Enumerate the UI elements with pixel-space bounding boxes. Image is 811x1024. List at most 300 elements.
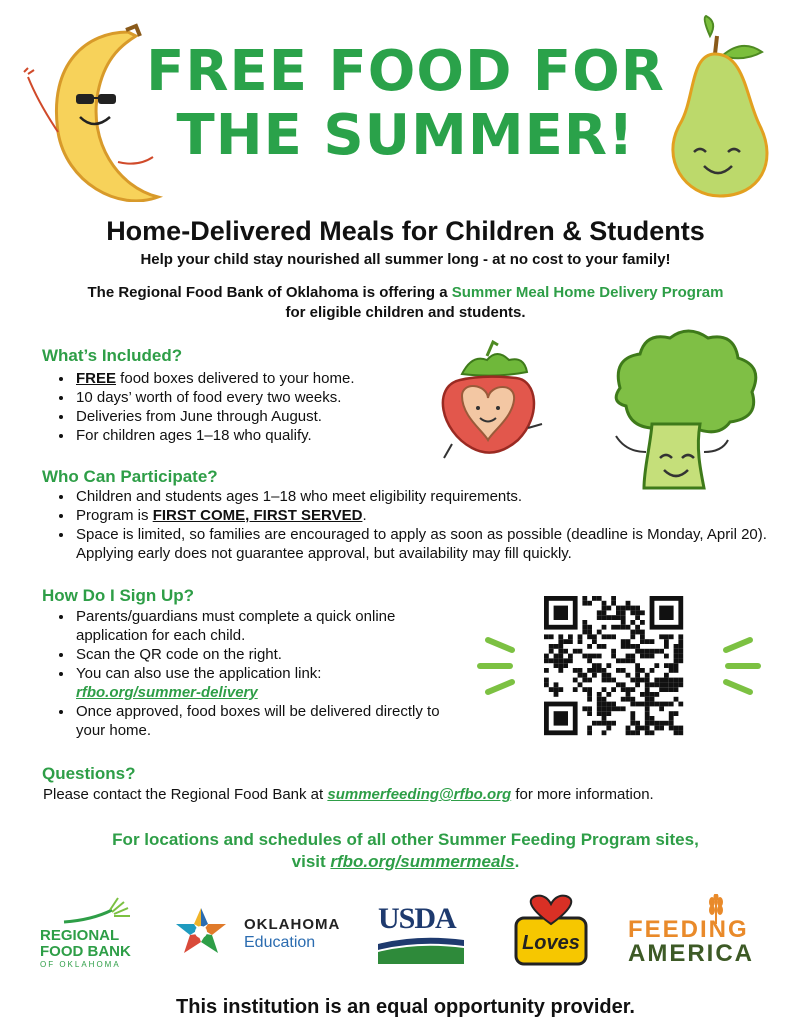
qr-module: [650, 697, 655, 702]
qr-module: [597, 692, 602, 697]
usda-logo: [378, 904, 464, 966]
qr-module: [621, 697, 626, 702]
qr-module: [544, 634, 549, 639]
qr-module: [664, 654, 669, 659]
qr-module: [587, 726, 592, 731]
qr-module: [568, 654, 573, 659]
qr-section: [474, 594, 764, 738]
qr-module: [659, 702, 664, 707]
summer-meals-link[interactable]: rfbo.org/summermeals: [330, 852, 515, 871]
qr-module: [674, 726, 679, 731]
qr-module: [659, 678, 664, 683]
qr-module: [630, 620, 635, 625]
application-link[interactable]: rfbo.org/summer-delivery: [76, 684, 258, 701]
loves-heart-icon: [514, 894, 588, 966]
intro-paragraph: [40, 283, 771, 323]
qr-module: [654, 702, 659, 707]
qr-module: [626, 606, 631, 611]
qr-module: [558, 668, 563, 673]
qr-module: [640, 692, 645, 697]
footer-statement: This institution is an equal opportunity provider.: [176, 996, 635, 1018]
qr-module: [616, 682, 621, 687]
qr-module: [582, 620, 587, 625]
qr-module: [645, 673, 650, 678]
qr-module: [573, 668, 578, 673]
questions-prefix: Please contact the Regional Food Bank at: [43, 786, 328, 803]
broccoli-illustration: [600, 328, 770, 498]
qr-module: [578, 649, 583, 654]
participate-heading: Who Can Participate?: [42, 467, 218, 486]
qr-module: [563, 658, 568, 663]
list-item: [74, 664, 464, 702]
qr-module: [645, 721, 650, 726]
qr-module: [616, 606, 621, 611]
qr-module: [674, 663, 679, 668]
qr-module: [659, 634, 664, 639]
list-item: • Parents/guardians must complete a quick online application for each child.: [74, 607, 464, 645]
qr-module: [597, 711, 602, 716]
qr-module: [659, 649, 664, 654]
qr-module: [611, 601, 616, 606]
qr-module: [674, 697, 679, 702]
qr-module: [597, 721, 602, 726]
qr-module: [587, 658, 592, 663]
qr-module: [606, 606, 611, 611]
qr-module: [650, 716, 655, 721]
qr-module: [664, 644, 669, 649]
qr-module: [602, 711, 607, 716]
qr-module: [597, 706, 602, 711]
qr-module: [602, 706, 607, 711]
qr-module: [630, 730, 635, 735]
qr-module: [664, 687, 669, 692]
qr-module: [659, 721, 664, 726]
qr-module: [635, 649, 640, 654]
qr-module: [621, 682, 626, 687]
qr-module: [621, 610, 626, 615]
qr-module: [630, 678, 635, 683]
qr-module: [674, 687, 679, 692]
qr-module: [568, 639, 573, 644]
qr-module: [611, 596, 616, 601]
qr-module: [678, 658, 683, 663]
qr-module: [597, 596, 602, 601]
list-item: • For children ages 1–18 who qualify.: [74, 426, 454, 445]
qr-module: [602, 687, 607, 692]
qr-module: [630, 658, 635, 663]
qr-module: [645, 716, 650, 721]
qr-module: [568, 634, 573, 639]
qr-module: [630, 610, 635, 615]
qr-module: [635, 668, 640, 673]
qr-module: [544, 654, 549, 659]
qr-module: [587, 697, 592, 702]
qr-module: [592, 668, 597, 673]
qr-module: [650, 721, 655, 726]
qr-module: [645, 639, 650, 644]
rfbo-line-1: REGIONAL: [40, 927, 120, 944]
pear-illustration: [660, 14, 780, 204]
list-item: [74, 506, 811, 525]
qr-module: [645, 682, 650, 687]
qr-module: [554, 663, 559, 668]
qr-module: [645, 692, 650, 697]
qr-module: [597, 644, 602, 649]
qr-module: [616, 625, 621, 630]
qr-module: [558, 639, 563, 644]
qr-module: [674, 711, 679, 716]
qr-module: [645, 730, 650, 735]
qr-module: [592, 634, 597, 639]
qr-module: [640, 620, 645, 625]
qr-module: [640, 726, 645, 731]
qr-module: [606, 673, 611, 678]
intro-prefix: The Regional Food Bank of Oklahoma is offering a: [87, 284, 452, 301]
qr-module: [587, 625, 592, 630]
qr-module: [616, 658, 621, 663]
qr-module: [626, 625, 631, 630]
qr-module: [582, 630, 587, 635]
qr-module: [626, 654, 631, 659]
qr-module: [669, 716, 674, 721]
qr-module: [678, 639, 683, 644]
qr-module: [606, 711, 611, 716]
qr-module: [582, 706, 587, 711]
qr-module: [635, 663, 640, 668]
sparkle-left-icon: [480, 640, 512, 692]
qr-module: [611, 687, 616, 692]
qr-module: [549, 644, 554, 649]
qr-module: [626, 730, 631, 735]
qr-module: [602, 634, 607, 639]
qr-module: [654, 726, 659, 731]
qr-module: [635, 625, 640, 630]
qr-module: [587, 687, 592, 692]
qr-module: [645, 654, 650, 659]
signup-list: [40, 607, 464, 740]
qr-module: [654, 682, 659, 687]
qr-module: [544, 678, 549, 683]
intro-highlight: Summer Meal Home Delivery Program: [451, 284, 724, 301]
qr-module: [602, 610, 607, 615]
qr-module: [597, 702, 602, 707]
qr-module: [606, 692, 611, 697]
qr-module: [654, 649, 659, 654]
qr-module: [640, 610, 645, 615]
qr-module: [621, 606, 626, 611]
free-label: FREE: [76, 370, 117, 387]
questions-suffix: for more information.: [511, 786, 654, 803]
qr-module: [554, 658, 559, 663]
qr-module: [654, 692, 659, 697]
qr-module: [578, 634, 583, 639]
loves-logo: [514, 894, 588, 966]
qr-module: [669, 663, 674, 668]
qr-module: [597, 663, 602, 668]
qr-module: [587, 644, 592, 649]
qr-module: [626, 658, 631, 663]
qr-module: [630, 687, 635, 692]
sparkle-right-icon: [726, 640, 758, 692]
participate-item-2-suffix: .: [362, 507, 367, 524]
qr-module: [635, 644, 640, 649]
qr-module: [554, 692, 559, 697]
qr-module: [558, 663, 563, 668]
qr-module: [602, 606, 607, 611]
qr-module: [611, 721, 616, 726]
participate-list: [40, 487, 811, 563]
qr-module: [650, 668, 655, 673]
qr-module: [602, 625, 607, 630]
list-item: • Once approved, food boxes will be delivered directly to your home.: [74, 702, 464, 740]
qr-module: [544, 658, 549, 663]
qr-module: [650, 702, 655, 707]
qr-module: [573, 678, 578, 683]
qr-module: [640, 630, 645, 635]
qr-module: [587, 630, 592, 635]
qr-module: [674, 730, 679, 735]
feeding-line-1: FEEDING: [628, 916, 749, 943]
qr-module: [558, 649, 563, 654]
qr-module: [602, 668, 607, 673]
qr-module: [664, 634, 669, 639]
qr-module: [587, 634, 592, 639]
qr-module: [630, 711, 635, 716]
qr-module: [606, 663, 611, 668]
qr-module: [640, 654, 645, 659]
qr-module: [602, 702, 607, 707]
qr-module: [659, 706, 664, 711]
qr-module: [678, 634, 683, 639]
qr-module: [669, 702, 674, 707]
qr-module: [592, 663, 597, 668]
qr-module: [611, 615, 616, 620]
qr-module: [554, 644, 559, 649]
qr-module: [659, 687, 664, 692]
qr-module: [592, 596, 597, 601]
rfbo-logo: [40, 896, 140, 969]
list-item: • Space is limited, so families are encouraged to apply as soon as possible (deadline is Monday, April 20). Applying early does not guarantee approval, but availability may fill quickly.: [74, 525, 811, 563]
feeding-line-2: AMERICA: [628, 940, 754, 967]
qr-module: [635, 682, 640, 687]
qr-module: [563, 639, 568, 644]
qr-module: [664, 673, 669, 678]
title-line-2: THE SUMMER!: [176, 103, 635, 168]
qr-module: [621, 658, 626, 663]
tagline: Help your child stay nourished all summer long - at no cost to your family!: [140, 251, 671, 268]
qr-module: [669, 668, 674, 673]
qr-module: [630, 634, 635, 639]
qr-module: [597, 630, 602, 635]
qr-module: [635, 630, 640, 635]
qr-module: [587, 601, 592, 606]
qr-module: [549, 687, 554, 692]
qr-module: [678, 682, 683, 687]
qr-module: [616, 668, 621, 673]
qr-module: [606, 678, 611, 683]
questions-text: [43, 786, 783, 803]
qr-module: [606, 634, 611, 639]
qr-module: [621, 620, 626, 625]
qr-module: [611, 702, 616, 707]
qr-module: [645, 697, 650, 702]
qr-module: [678, 654, 683, 659]
qr-module: [578, 639, 583, 644]
qr-module: [678, 726, 683, 731]
qr-module: [621, 639, 626, 644]
qr-module: [645, 711, 650, 716]
qr-module: [640, 668, 645, 673]
qr-module: [587, 678, 592, 683]
qr-module: [626, 692, 631, 697]
qr-module: [578, 673, 583, 678]
qr-module: [616, 706, 621, 711]
feeding-america-logo: [626, 894, 766, 966]
qr-module: [544, 668, 549, 673]
locations-line-1: For locations and schedules of all other Summer Feeding Program sites,: [112, 830, 699, 849]
included-list: [40, 369, 454, 445]
qr-module: [587, 668, 592, 673]
signup-heading: How Do I Sign Up?: [42, 586, 195, 605]
qr-finder: [554, 711, 568, 725]
qr-module: [630, 644, 635, 649]
qr-module: [558, 658, 563, 663]
qr-module: [602, 644, 607, 649]
qr-module: [602, 697, 607, 702]
qr-module: [674, 644, 679, 649]
qr-module: [635, 673, 640, 678]
qr-module: [626, 726, 631, 731]
qr-module: [592, 721, 597, 726]
qr-module: [650, 654, 655, 659]
qr-module: [606, 706, 611, 711]
qr-module: [558, 687, 563, 692]
qr-module: [650, 682, 655, 687]
okedu-line-2: Education: [244, 934, 316, 951]
included-heading: What’s Included?: [42, 346, 183, 365]
qr-module: [654, 678, 659, 683]
usda-field-icon: [378, 934, 464, 964]
qr-module: [597, 615, 602, 620]
intro-suffix: for eligible children and students.: [285, 304, 526, 321]
qr-module: [669, 634, 674, 639]
rfbo-line-3: OF OKLAHOMA: [40, 960, 121, 969]
qr-module: [554, 682, 559, 687]
qr-module: [602, 615, 607, 620]
qr-code: [544, 596, 683, 735]
qr-module: [606, 721, 611, 726]
qr-module: [578, 668, 583, 673]
qr-module: [606, 726, 611, 731]
qr-module: [554, 654, 559, 659]
qr-module: [678, 730, 683, 735]
qr-module: [549, 649, 554, 654]
qr-module: [592, 673, 597, 678]
qr-module: [678, 644, 683, 649]
qr-module: [626, 687, 631, 692]
qr-module: [659, 682, 664, 687]
qr-module: [621, 615, 626, 620]
qr-module: [640, 678, 645, 683]
qr-module: [582, 596, 587, 601]
qr-module: [582, 687, 587, 692]
qr-module: [664, 678, 669, 683]
qr-module: [664, 702, 669, 707]
qr-module: [606, 702, 611, 707]
qr-module: [678, 678, 683, 683]
list-item: • Children and students ages 1–18 who meet eligibility requirements.: [74, 487, 811, 506]
locations-suffix: .: [514, 852, 520, 871]
qr-module: [630, 654, 635, 659]
qr-module: [587, 730, 592, 735]
qr-module: [611, 649, 616, 654]
qr-module: [635, 726, 640, 731]
qr-module: [592, 654, 597, 659]
qr-module: [659, 726, 664, 731]
qr-module: [669, 682, 674, 687]
qr-module: [664, 682, 669, 687]
list-item: [74, 369, 454, 388]
qr-module: [621, 687, 626, 692]
qr-module: [611, 706, 616, 711]
qr-module: [626, 639, 631, 644]
usda-text: USDA: [378, 902, 456, 935]
qr-module: [640, 634, 645, 639]
qr-module: [645, 678, 650, 683]
qr-module: [558, 644, 563, 649]
qr-module: [587, 706, 592, 711]
qr-module: [621, 668, 626, 673]
title-line-1: FREE FOOD FOR: [146, 39, 665, 104]
qr-module: [626, 673, 631, 678]
qr-module: [635, 678, 640, 683]
qr-module: [654, 663, 659, 668]
qr-module: [630, 702, 635, 707]
qr-module: [621, 644, 626, 649]
qr-module: [616, 610, 621, 615]
locations-prefix: visit: [291, 852, 331, 871]
rfbo-line-2: FOOD BANK: [40, 943, 131, 960]
qr-module: [573, 649, 578, 654]
qr-module: [630, 721, 635, 726]
qr-module: [597, 697, 602, 702]
subtitle: Home-Delivered Meals for Children & Students: [106, 216, 705, 246]
qr-module: [630, 606, 635, 611]
qr-module: [669, 687, 674, 692]
qr-module: [568, 658, 573, 663]
qr-module: [611, 654, 616, 659]
qr-module: [558, 634, 563, 639]
list-item: • Deliveries from June through August.: [74, 407, 454, 426]
qr-module: [650, 730, 655, 735]
qr-module: [645, 726, 650, 731]
qr-module: [549, 634, 554, 639]
qr-module: [563, 649, 568, 654]
qr-module: [635, 610, 640, 615]
qr-module: [669, 711, 674, 716]
qr-module: [602, 721, 607, 726]
qr-module: [602, 716, 607, 721]
qr-module: [678, 649, 683, 654]
qr-module: [678, 702, 683, 707]
qr-module: [630, 630, 635, 635]
qr-module: [645, 702, 650, 707]
qr-module: [563, 663, 568, 668]
qr-module: [544, 682, 549, 687]
qr-module: [669, 721, 674, 726]
qr-module: [635, 606, 640, 611]
contact-email-link[interactable]: summerfeeding@rfbo.org: [327, 786, 512, 803]
